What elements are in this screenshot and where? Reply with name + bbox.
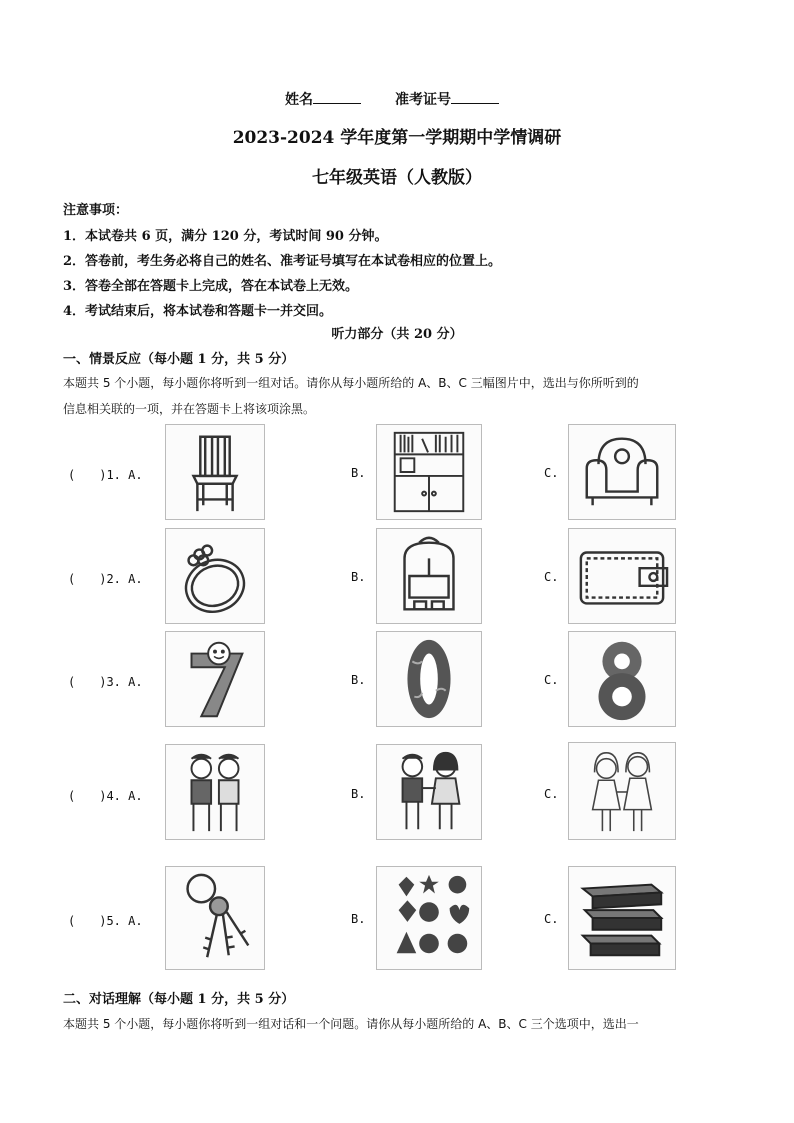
notes-heading: 注意事项：: [63, 203, 129, 218]
exam-number-blank: [451, 91, 499, 104]
chair-icon: [165, 424, 265, 520]
question-number: ( )1. A.: [68, 468, 143, 482]
listening-heading: 听力部分（共 20 分）: [331, 327, 463, 342]
ring-icon: [165, 528, 265, 624]
exam-title: 2023-2024 学年度第一学期期中学情调研: [232, 128, 562, 148]
boy-and-girl-icon: [376, 744, 482, 840]
question-number: ( )4. A.: [68, 789, 143, 803]
armchair-icon: [568, 424, 676, 520]
keys-icon: [165, 866, 265, 970]
note-item: 3．答卷全部在答题卡上完成，答在本试卷上无效。: [63, 279, 359, 294]
question-number: ( )5. A.: [68, 914, 143, 928]
shapes-icon: [376, 866, 482, 970]
candidate-info-line: [285, 89, 499, 109]
option-c-label: C.: [544, 466, 559, 480]
number-seven-icon: [165, 631, 265, 727]
two-boys-icon: [165, 744, 265, 840]
option-c-label: C.: [544, 570, 559, 584]
name-blank: [313, 91, 361, 104]
section1-heading: 一、情景反应（每小题 1 分，共 5 分）: [63, 352, 295, 367]
number-eight-icon: [568, 631, 676, 727]
number-zero-icon: [376, 631, 482, 727]
backpack-icon: [376, 528, 482, 624]
section1-instruction: 信息相关联的一项，并在答题卡上将该项涂黑。: [63, 402, 316, 416]
bookcase-icon: [376, 424, 482, 520]
option-b-label: B.: [351, 912, 366, 926]
option-c-label: C.: [544, 787, 559, 801]
section2-instruction: 本题共 5 个小题，每小题你将听到一组对话和一个问题。请你从每小题所给的 A、B、C 三个选项中，选出一: [63, 1017, 639, 1031]
option-b-label: B.: [351, 466, 366, 480]
option-b-label: B.: [351, 570, 366, 584]
option-b-label: B.: [351, 673, 366, 687]
wallet-icon: [568, 528, 676, 624]
option-b-label: B.: [351, 787, 366, 801]
section2-heading: 二、对话理解（每小题 1 分，共 5 分）: [63, 992, 295, 1007]
question-number: ( )3. A.: [68, 675, 143, 689]
section1-instruction: 本题共 5 个小题，每小题你将听到一组对话。请你从每小题所给的 A、B、C 三幅图片中，选出与你所听到的: [63, 376, 639, 390]
two-girls-icon: [568, 742, 676, 840]
name-label: 姓名: [285, 92, 313, 108]
note-item: 1．本试卷共 6 页，满分 120 分，考试时间 90 分钟。: [63, 229, 388, 244]
question-number: ( )2. A.: [68, 572, 143, 586]
books-icon: [568, 866, 676, 970]
exam-subtitle: 七年级英语（人教版）: [312, 168, 482, 188]
option-c-label: C.: [544, 912, 559, 926]
exam-number-label: 准考证号: [395, 92, 451, 108]
option-c-label: C.: [544, 673, 559, 687]
note-item: 2．答卷前，考生务必将自己的姓名、准考证号填写在本试卷相应的位置上。: [63, 254, 502, 269]
note-item: 4．考试结束后，将本试卷和答题卡一并交回。: [63, 304, 333, 319]
